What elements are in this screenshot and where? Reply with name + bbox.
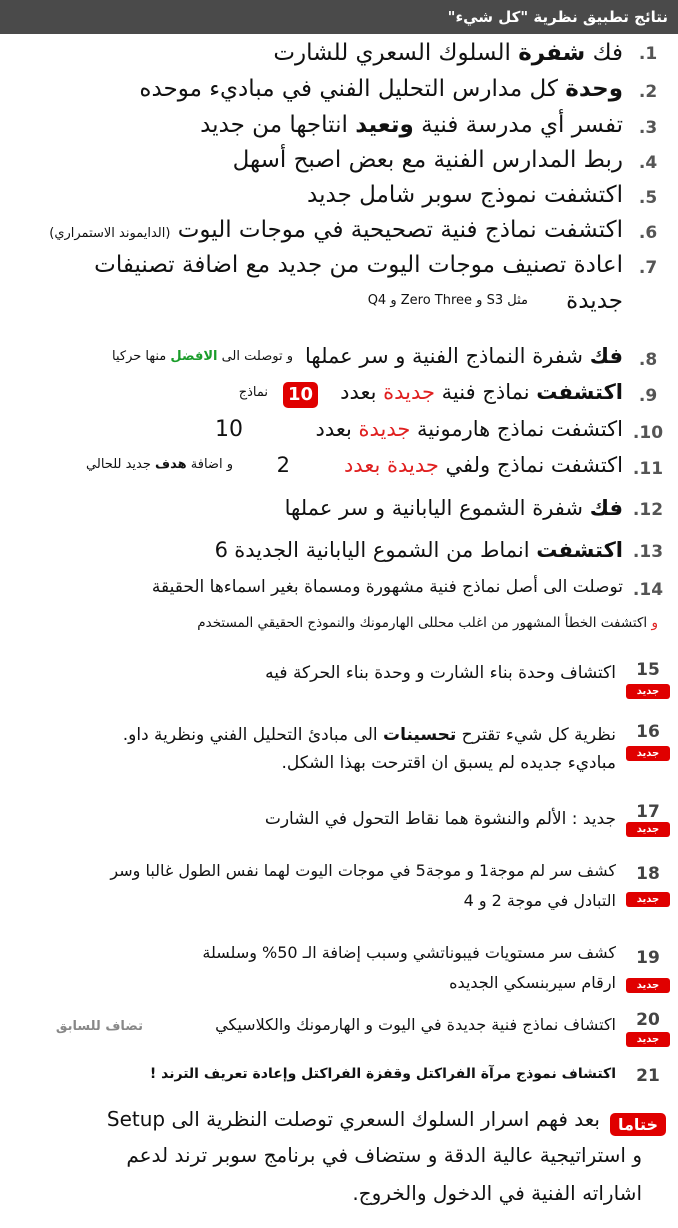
item-number: 8. (638, 350, 658, 370)
item-note: مثل S3 و Zero Three و Q4 (367, 293, 528, 308)
item-text: اكتشاف نماذج فنية جديدة في اليوت و الهارمونك والكلاسيكي (215, 1015, 616, 1034)
item-text: وحدة كل مدارس التحليل الفني في مباديء موحده (139, 76, 623, 102)
item-text: فك شفرة السلوك السعري للشارت (273, 40, 623, 66)
new-badge: جديد (626, 684, 670, 699)
item-note: و توصلت الى الافضل منها حركيا (112, 349, 293, 364)
item-text: اكتشفت نماذج ولفي جديدة بعدد (343, 453, 623, 477)
item-note: و اضافة هدف جديد للحالي (86, 457, 233, 472)
item-text: توصلت الى أصل نماذج فنية مشهورة ومسماة بغير اسماءها الحقيقة (151, 577, 623, 597)
item-text: كشف سر لم موجة1 و موجة5 في موجات اليوت لهما نفس الطول غالبا وسر (110, 861, 616, 880)
item-text: اكتشفت نماذج فنية جديدة بعدد (340, 380, 623, 404)
closing-line-3: اشاراته الفنية في الدخول والخروج. (352, 1181, 642, 1205)
new-badge: جديد (626, 978, 670, 993)
item-number: 16 (636, 722, 660, 742)
item-count: 10 (215, 417, 243, 442)
item-text: اكتشفت نماذج هارمونية جديدة بعدد (315, 417, 623, 441)
item-number: 20 (636, 1010, 660, 1030)
item-number: 17 (636, 802, 660, 822)
closing-line-2: و استراتيجية عالية الدقة و ستضاف في برنامج سوبر ترند لدعم (126, 1143, 642, 1167)
item-number: 19 (636, 948, 660, 968)
new-badge: جديد (626, 746, 670, 761)
item-text: اكتشاف وحدة بناء الشارت و وحدة بناء الحركة فيه (265, 663, 616, 683)
item-note: تضاف للسابق (55, 1019, 143, 1034)
count-badge: 10 (283, 382, 318, 408)
closing-badge: ختاما (610, 1113, 666, 1136)
item-text: تفسر أي مدرسة فنية وتعيد انتاجها من جديد (200, 112, 623, 138)
item-number: 9. (638, 386, 658, 406)
item-text: اكتشاف نموذج مرآة الفراكتل وقفزة الفراكتل وإعادة تعريف الترند ! (149, 1066, 616, 1082)
item-number: 15 (636, 660, 660, 680)
item-number: 21 (636, 1066, 660, 1086)
item-note: نماذج (238, 385, 268, 400)
item-number: 2. (638, 82, 658, 102)
new-badge: جديد (626, 822, 670, 837)
item-number: 13. (632, 542, 664, 562)
item-text: ربط المدارس الفنية مع بعض اصبح أسهل (232, 147, 623, 173)
item-number: 18 (636, 864, 660, 884)
item-text: اكتشفت انماط من الشموع اليابانية الجديدة (234, 538, 623, 562)
item-text-line2: ارقام سيربنسكي الجديده (449, 973, 616, 992)
item-number: 3. (638, 118, 658, 138)
item-text: اكتشفت نموذج سوبر شامل جديد (307, 182, 623, 208)
item-text: نظرية كل شيء تقترح تحسينات الى مبادئ التحليل الفني ونظرية داو. (122, 725, 616, 745)
new-badge: جديد (626, 1032, 670, 1047)
item-number: 10. (632, 423, 664, 443)
item-number: 14. (632, 580, 664, 600)
item-note: (الدايموند الاستمراري) (49, 226, 171, 241)
item-text-line2: و اكتشفت الخطأ المشهور من اغلب محللى الهارمونك والنموذج الحقيقي المستخدم (197, 615, 658, 631)
item-text-line2: مباديء جديده لم يسبق ان اقترحت بهذا الشكل. (281, 753, 616, 773)
item-number: 6. (638, 223, 658, 243)
item-text: فك شفرة الشموع اليابانية و سر عملها (284, 496, 623, 520)
item-number: 7. (638, 258, 658, 278)
item-text: اكتشفت نماذج فنية تصحيحية في موجات اليوت (الدايموند الاستمراري) (49, 217, 623, 243)
item-number: 12. (632, 500, 664, 520)
header-bar (0, 0, 678, 34)
closing-line-1: بعد فهم اسرار السلوك السعري توصلت النظرية الى Setup (106, 1107, 600, 1131)
item-text-line2: جديدة (566, 288, 623, 314)
item-count: 6 (214, 538, 228, 562)
item-number: 11. (632, 459, 664, 479)
item-text-line2: التبادل في موجة 2 و 4 (463, 891, 616, 910)
page-title: نتائج تطبيق نظرية "كل شيء" (447, 8, 668, 26)
item-text: اعادة تصنيف موجات اليوت من جديد مع اضافة تصنيفات (94, 252, 623, 278)
item-text: كشف سر مستويات فيبوناتشي وسبب إضافة الـ 50% وسلسلة (202, 943, 616, 962)
item-number: 4. (638, 153, 658, 173)
item-number: 1. (638, 44, 658, 64)
item-text: فك شفرة النماذج الفنية و سر عملها (304, 344, 623, 368)
new-badge: جديد (626, 892, 670, 907)
item-count: 2 (276, 453, 290, 477)
item-text: جديد : الألم والنشوة هما نقاط التحول في الشارت (264, 809, 616, 829)
item-number: 5. (638, 188, 658, 208)
